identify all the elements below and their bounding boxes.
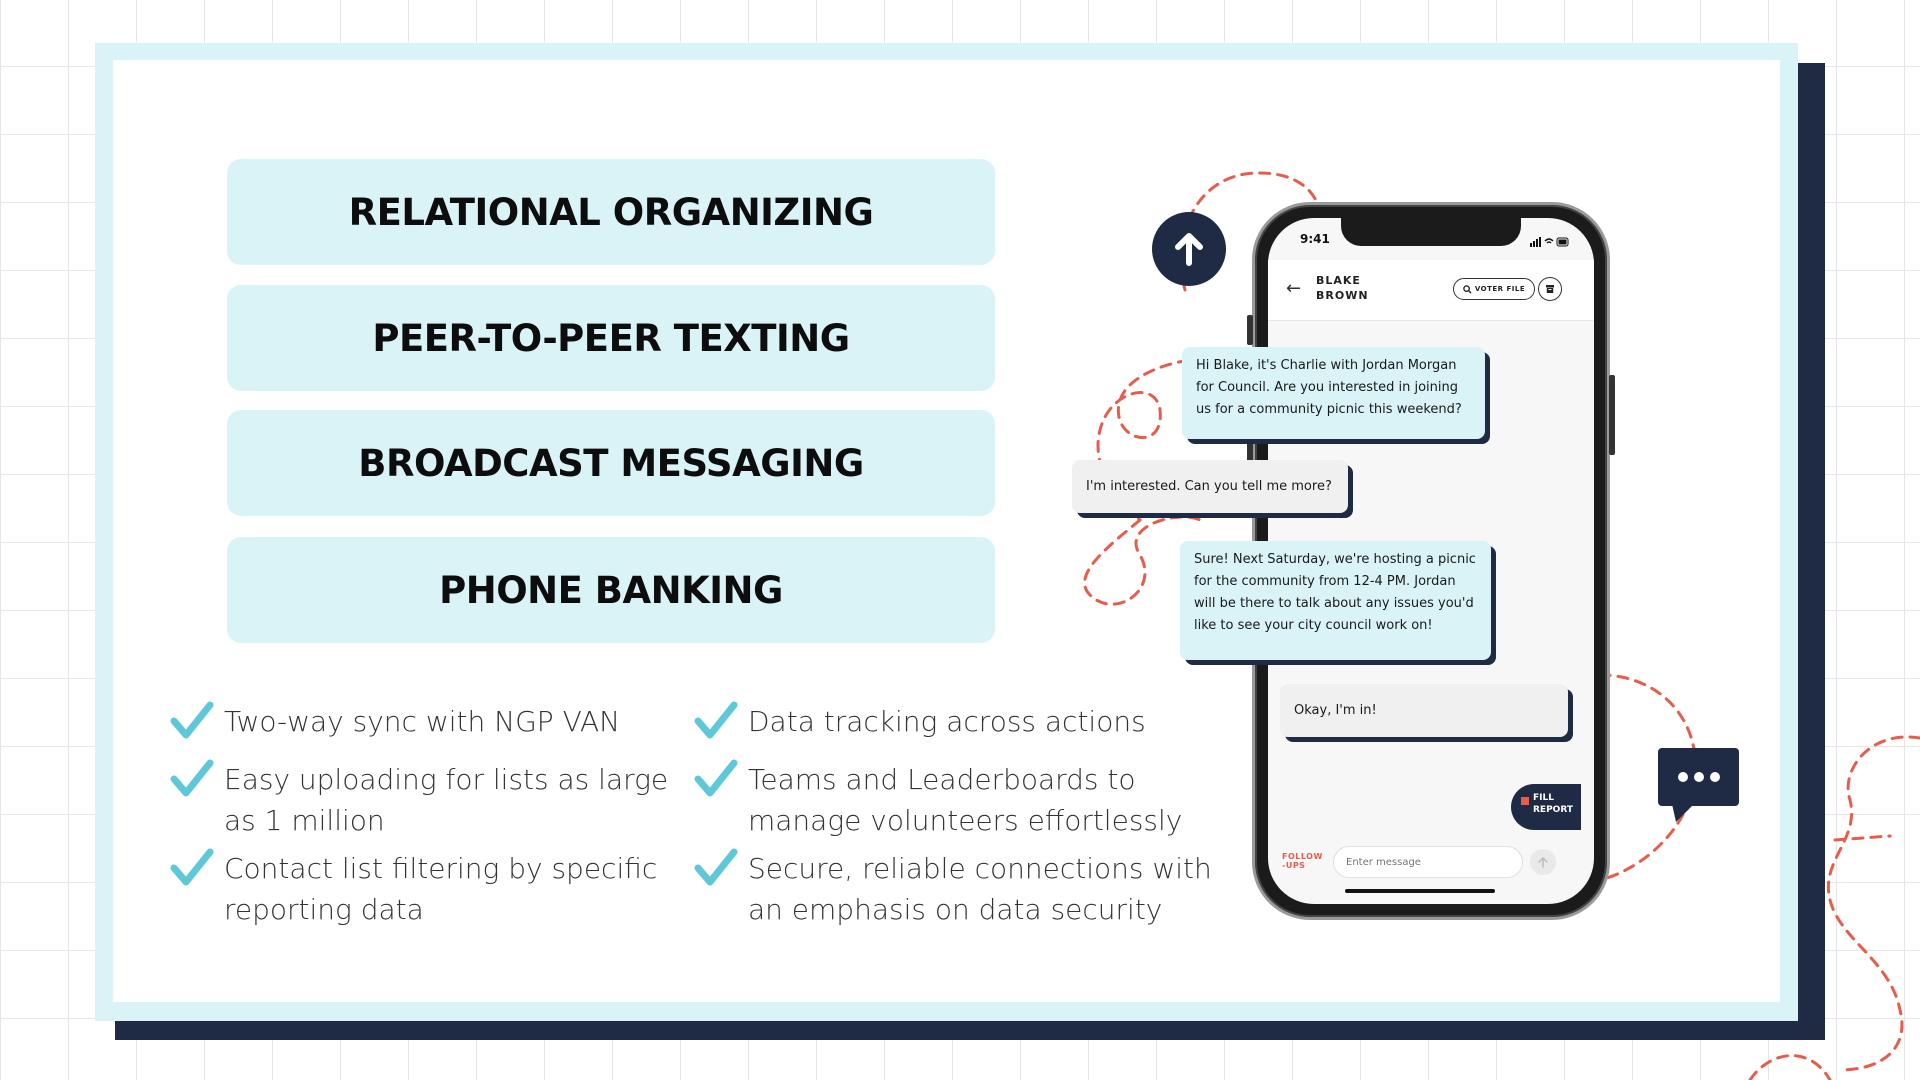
benefit-text: Easy uploading for lists as large as 1 million (224, 763, 669, 837)
check-icon (694, 699, 738, 743)
chat-message-outgoing: Sure! Next Saturday, we're hosting a picnic for the community from 12-4 PM. Jordan will be there to talk about any issues you'd like to see your city council work on! (1180, 541, 1491, 660)
send-icon[interactable] (1530, 849, 1556, 875)
conversation-header (1268, 260, 1594, 321)
back-arrow-icon[interactable]: ← (1286, 278, 1302, 299)
contact-name: BLAKE BROWN (1316, 274, 1369, 302)
benefit-item (170, 759, 690, 841)
benefit-text: Contact list filtering by specific reporting data (224, 852, 658, 926)
benefit-text: Data tracking across actions (748, 705, 1146, 738)
voter-file-button[interactable] (1453, 278, 1535, 300)
check-icon (694, 757, 738, 801)
feature-phone-banking[interactable]: PHONE BANKING (227, 537, 995, 643)
benefit-text: Secure, reliable connections with an emphasis on data security (748, 852, 1212, 926)
benefit-item (694, 848, 1254, 930)
fill-report-label: FILL REPORT (1533, 793, 1573, 815)
status-icons (1530, 232, 1570, 251)
fill-report-button[interactable] (1511, 784, 1581, 830)
phone-side-button (1247, 315, 1253, 345)
check-icon (170, 846, 214, 890)
chat-dots-icon (1658, 748, 1739, 806)
follow-ups-link[interactable]: FOLLOW -UPS (1282, 852, 1323, 870)
voter-file-label: VOTER FILE (1474, 285, 1526, 293)
status-time: 9:41 (1300, 232, 1330, 246)
benefit-item (694, 759, 1254, 841)
chat-message-incoming: I'm interested. Can you tell me more? (1072, 460, 1348, 513)
benefit-text: Two-way sync with NGP VAN (224, 705, 621, 738)
phone-side-button (1609, 375, 1615, 455)
feature-broadcast-messaging[interactable]: BROADCAST MESSAGING (227, 410, 995, 516)
benefit-item (170, 848, 690, 930)
search-icon (1463, 285, 1472, 294)
benefit-item (694, 701, 1254, 743)
benefit-item (170, 701, 690, 743)
flag-icon (1521, 797, 1529, 805)
check-icon (694, 846, 738, 890)
feature-relational-organizing[interactable]: RELATIONAL ORGANIZING (227, 159, 995, 265)
benefit-text: Teams and Leaderboards to manage volunteers effortlessly (748, 763, 1183, 837)
upload-arrow-icon[interactable] (1152, 212, 1226, 286)
feature-peer-to-peer-texting[interactable]: PEER-TO-PEER TEXTING (227, 285, 995, 391)
phone-notch (1341, 218, 1521, 246)
chat-tail-icon (1672, 804, 1694, 822)
check-icon (170, 757, 214, 801)
message-input[interactable] (1333, 846, 1523, 878)
archive-icon[interactable] (1538, 277, 1562, 301)
chat-message-outgoing: Hi Blake, it's Charlie with Jordan Morgan for Council. Are you interested in joining us for a community picnic this weekend? (1182, 347, 1485, 439)
check-icon (170, 699, 214, 743)
chat-message-incoming: Okay, I'm in! (1280, 684, 1568, 737)
home-indicator (1345, 889, 1495, 893)
